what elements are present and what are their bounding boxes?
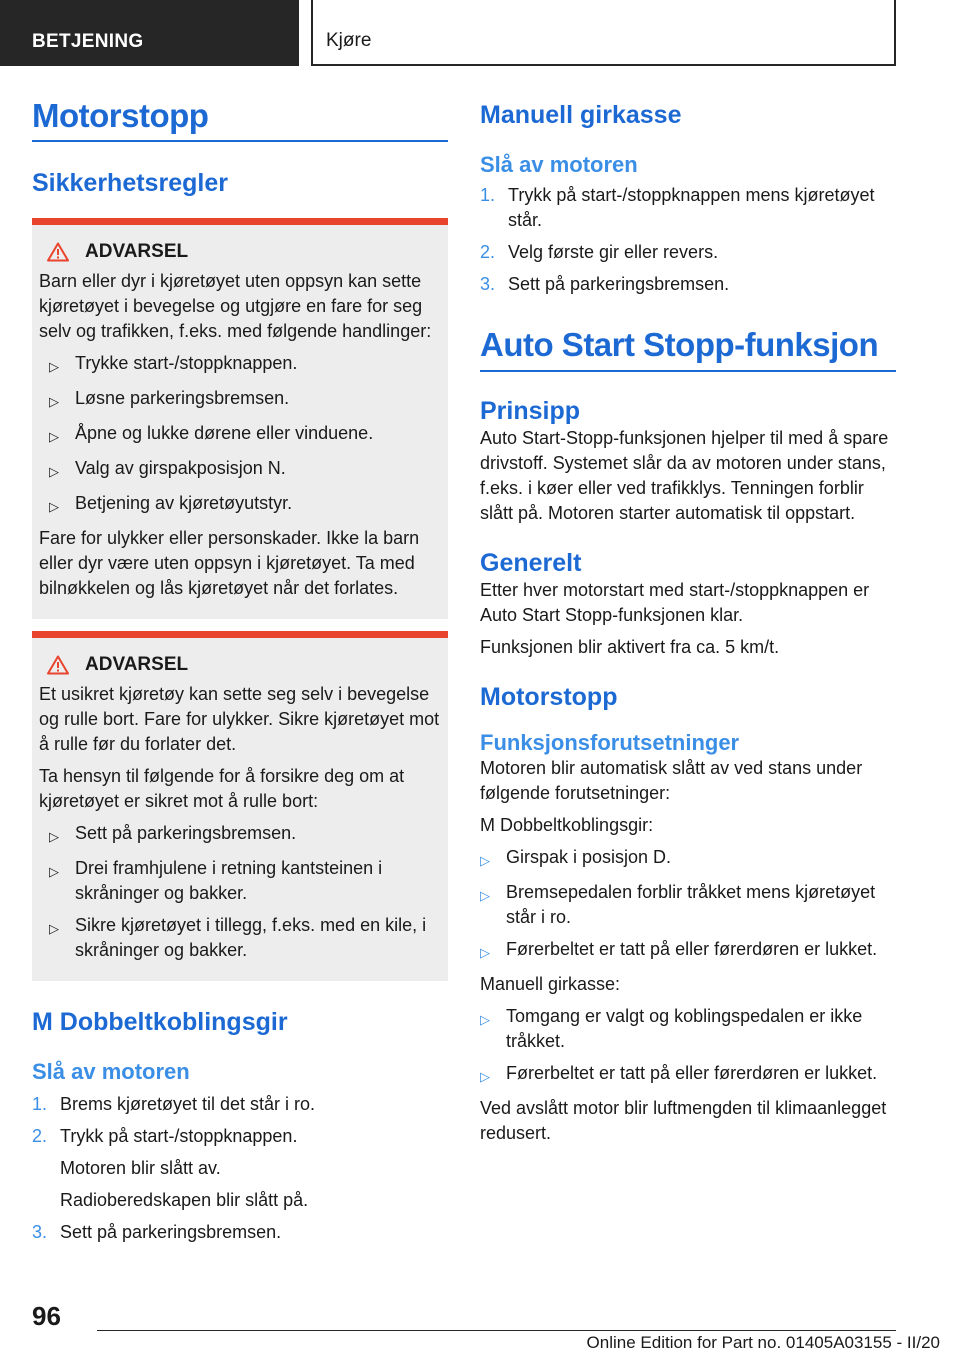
page-title: Motorstopp xyxy=(32,98,448,142)
warning-triangle-icon xyxy=(47,242,69,262)
triangle-bullet-icon: ▷ xyxy=(49,829,59,845)
list-item: ▷ Løsne parkeringsbremsen. xyxy=(39,386,440,414)
section-title-auto-start-stop: Auto Start Stopp-funksjon xyxy=(480,327,896,371)
list-item: ▷ Sikre kjøretøyet i tillegg, f.eks. med en kile, i skråninger og bakker. xyxy=(39,913,440,963)
step-item: 1. Brems kjøretøyet til det står i ro. xyxy=(32,1093,316,1114)
warning-box xyxy=(32,631,448,981)
right-column xyxy=(480,100,896,1146)
section-heading-safety: Sikkerhetsregler xyxy=(32,169,228,198)
step-note: Radioberedskapen blir slått på. xyxy=(60,1189,309,1210)
general-text: Etter hver motorstart med start-/stoppknappen er Auto Start Stopp-funksjonen klar. xyxy=(480,579,870,625)
warning-intro: Barn eller dyr i kjøretøyet uten oppsyn kan sette kjøretøyet i bevegelse og utgjøre en fare for seg selv og trafikken, f.eks. med følgende handlinger: xyxy=(39,271,432,342)
step-item: 2. Velg første gir eller revers. xyxy=(480,242,719,263)
triangle-bullet-icon: ▷ xyxy=(49,864,59,880)
dct-label: M Dobbeltkoblingsgir: xyxy=(480,815,654,836)
warning-triangle-icon xyxy=(47,655,69,675)
subheading-prerequisites: Funksjonsforutsetninger xyxy=(480,729,740,755)
step-item: 3. Sett på parkeringsbremsen. xyxy=(32,1221,282,1242)
list-item: ▷ Førerbeltet er tatt på eller førerdøren er lukket. xyxy=(480,1061,896,1089)
footer-edition: Online Edition for Part no. 01405A03155 - II/20 xyxy=(586,1333,940,1352)
warning-label: ADVARSEL xyxy=(85,241,189,263)
general-text-2: Funksjonen blir aktivert fra ca. 5 km/t. xyxy=(480,636,780,657)
triangle-bullet-icon: ▷ xyxy=(49,394,59,410)
warning-box xyxy=(32,218,448,619)
list-item: ▷ Betjening av kjøretøyutstyr. xyxy=(39,491,440,519)
list-item: ▷ Sett på parkeringsbremsen. xyxy=(39,821,440,849)
page-header xyxy=(0,0,960,66)
step-item: 3. Sett på parkeringsbremsen. xyxy=(480,274,730,295)
warning-title xyxy=(39,654,440,676)
page-number: 96 xyxy=(32,1301,61,1331)
left-column xyxy=(32,98,448,1252)
footer-divider xyxy=(97,1330,896,1331)
list-item: ▷ Førerbeltet er tatt på eller førerdøren er lukket. xyxy=(480,937,896,965)
manual-label: Manuell girkasse: xyxy=(480,974,621,995)
triangle-bullet-icon: ▷ xyxy=(480,945,490,961)
warning-title xyxy=(39,241,440,263)
step-note: Motoren blir slått av. xyxy=(60,1157,221,1178)
list-item: ▷ Trykke start-/stoppknappen. xyxy=(39,351,440,379)
section-heading-manual: Manuell girkasse xyxy=(480,101,682,129)
list-item: ▷ Bremsepedalen forblir tråkket mens kjøretøyet står i ro. xyxy=(480,880,896,930)
triangle-bullet-icon: ▷ xyxy=(480,1012,490,1028)
section-tab: BETJENING xyxy=(0,0,299,66)
triangle-bullet-icon: ▷ xyxy=(49,359,59,375)
chapter-tab: Kjøre xyxy=(311,0,896,66)
prerequisites-intro: Motoren blir automatisk slått av ved stans under følgende forutsetninger: xyxy=(480,758,863,804)
triangle-bullet-icon: ▷ xyxy=(49,921,59,937)
triangle-bullet-icon: ▷ xyxy=(480,888,490,904)
triangle-bullet-icon: ▷ xyxy=(49,429,59,445)
list-item: ▷ Åpne og lukke dørene eller vinduene. xyxy=(39,421,440,449)
heading-principle: Prinsipp xyxy=(480,396,581,425)
heading-general: Generelt xyxy=(480,548,582,577)
warning-outro: Fare for ulykker eller personskader. Ikke la barn eller dyr være uten oppsyn i kjøretøyet. Ta med bilnøkkelen og lås kjøretøyet når det forlates. xyxy=(39,528,420,599)
outro-text: Ved avslått motor blir luftmengden til klimaanlegget redusert. xyxy=(480,1098,887,1144)
step-item: 1. Trykk på start-/stoppknappen mens kjøretøyet står. xyxy=(480,185,875,231)
list-item: ▷ Drei framhjulene i retning kantsteinen i skråninger og bakker. xyxy=(39,856,440,906)
step-item: 2. Trykk på start-/stoppknappen. xyxy=(32,1125,298,1146)
heading-engine-stop: Motorstopp xyxy=(480,682,618,711)
triangle-bullet-icon: ▷ xyxy=(49,499,59,515)
subheading-engine-off: Slå av motoren xyxy=(32,1059,190,1085)
triangle-bullet-icon: ▷ xyxy=(480,1069,490,1085)
warning-label: ADVARSEL xyxy=(85,654,189,676)
principle-text: Auto Start-Stopp-funksjonen hjelper til med å spare drivstoff. Systemet slår da av motoren under stans, f.eks. i køer eller ved trafikklys. Tenningen forblir slått på. Motoren starter automatisk til oppstart. xyxy=(480,427,889,523)
section-heading-dct: M Dobbeltkoblingsgir xyxy=(32,1008,288,1037)
triangle-bullet-icon: ▷ xyxy=(49,464,59,480)
list-item: ▷ Valg av girspakposisjon N. xyxy=(39,456,440,484)
list-item: ▷ Girspak i posisjon D. xyxy=(480,845,896,873)
warning-intro-2: Ta hensyn til følgende for å forsikre deg om at kjøretøyet er sikret mot å rulle bort: xyxy=(39,766,405,812)
triangle-bullet-icon: ▷ xyxy=(480,853,490,869)
list-item: ▷ Tomgang er valgt og koblingspedalen er ikke tråkket. xyxy=(480,1004,896,1054)
subheading-engine-off: Slå av motoren xyxy=(480,152,638,177)
warning-intro: Et usikret kjøretøy kan sette seg selv i bevegelse og rulle bort. Fare for ulykker. Sikre kjøretøyet mot å rulle før du forlater det. xyxy=(39,684,440,755)
